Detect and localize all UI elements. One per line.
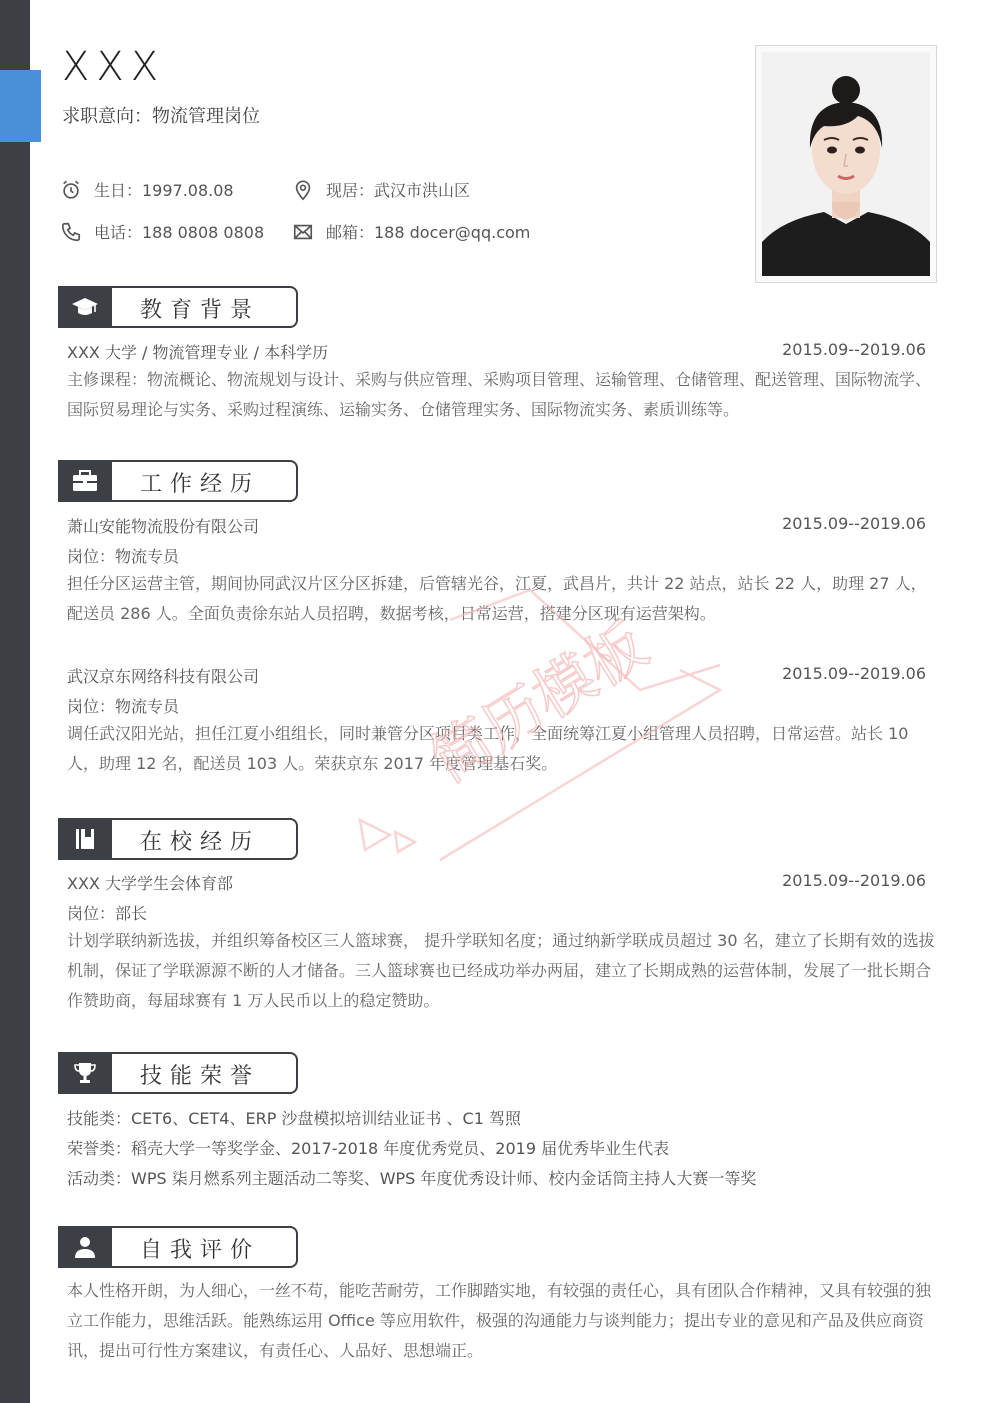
campus-description: 计划学联纳新选拔，并组织筹备校区三人篮球赛， 提升学联知名度；通过纳新学联成员超过 30 名，建立了长期有效的选拔机制，保证了学联源源不断的人才储备。三人篮球赛也已经成功举办两届，建立了长期成熟的运营体制，发展了一批长期合作赞助商，每届球赛有 1 万人民币以上的稳定赞助。 — [67, 931, 935, 1010]
section-title: 技能荣誉 — [140, 1064, 261, 1089]
graduation-cap-icon — [71, 295, 99, 319]
section-title: 自我评价 — [140, 1238, 261, 1263]
watermark-text: 简历模板 — [419, 609, 660, 797]
section-header-self — [58, 1226, 298, 1268]
skills-line: 技能类：CET6、CET4、ERP 沙盘模拟培训结业证书 、C1 驾照 — [67, 1109, 521, 1128]
envelope-icon — [292, 221, 314, 243]
activities-line: 活动类：WPS 柒月燃系列主题活动二等奖、WPS 年度优秀设计师、校内金话筒主持人大赛一等奖 — [67, 1169, 757, 1188]
phone-text: 电话：188 0808 0808 — [94, 223, 265, 242]
email-text: 邮箱：188 docer@qq.com — [326, 223, 531, 242]
job-date: 2015.09--2019.06 — [782, 514, 926, 533]
info-location — [292, 178, 470, 201]
campus-date: 2015.09--2019.06 — [782, 871, 926, 890]
job-company: 武汉京东网络科技有限公司 — [67, 667, 260, 686]
location-pin-icon — [292, 179, 314, 201]
user-icon — [74, 1235, 96, 1259]
job-position: 岗位：物流专员 — [67, 547, 180, 566]
section-title: 教育背景 — [140, 298, 261, 323]
job-description: 担任分区运营主管，期间协同武汉片区分区拆建，后管辖光谷，江夏，武昌片，共计 22 站点，站长 22 人，助理 27 人，配送员 286 人。全面负责徐东站人员招聘，数据考核，日常运营，搭建分区现有运营架构。 — [67, 574, 927, 623]
education-school-line: XXX 大学 / 物流管理专业 / 本科学历 — [67, 343, 329, 362]
sidebar-accent-block — [0, 70, 41, 142]
education-courses: 主修课程：物流概论、物流规划与设计、采购与供应管理、采购项目管理、运输管理、仓储管理、配送管理、国际物流学、国际贸易理论与实务、采购过程演练、运输实务、仓储管理实务、国际物流实务、素质训练等。 — [67, 370, 932, 419]
phone-icon — [60, 221, 82, 243]
book-icon — [74, 827, 96, 851]
campus-position: 岗位：部长 — [67, 904, 148, 923]
job-description: 调任武汉阳光站，担任江夏小组组长，同时兼管分区项目类工作，全面统筹江夏小组管理人员招聘，日常运营。站长 10 人，助理 12 名，配送员 103 人。荣获京东 2017 年度管理基石奖。 — [67, 724, 909, 773]
job-intent: 求职意向：物流管理岗位 — [62, 106, 260, 127]
education-date: 2015.09--2019.06 — [782, 340, 926, 359]
section-header-skills — [58, 1052, 298, 1094]
info-email — [292, 220, 530, 243]
section-header-campus — [58, 818, 298, 860]
profile-photo-frame — [755, 45, 937, 283]
birthday-text: 生日：1997.08.08 — [94, 181, 234, 200]
section-header-education — [58, 286, 298, 328]
job-company: 萧山安能物流股份有限公司 — [67, 517, 260, 536]
job-date: 2015.09--2019.06 — [782, 664, 926, 683]
alarm-clock-icon — [60, 179, 82, 201]
section-header-work — [58, 460, 298, 502]
campus-org: XXX 大学学生会体育部 — [67, 874, 233, 893]
info-birthday — [60, 178, 234, 201]
section-title: 工作经历 — [140, 472, 261, 497]
left-sidebar-strip — [0, 0, 30, 1403]
briefcase-icon — [72, 470, 98, 492]
section-title: 在校经历 — [140, 830, 261, 855]
candidate-name: XXX — [62, 44, 166, 90]
location-text: 现居：武汉市洪山区 — [326, 181, 471, 200]
trophy-icon — [73, 1061, 97, 1085]
info-phone — [60, 220, 264, 243]
self-evaluation: 本人性格开朗，为人细心，一丝不苟，能吃苦耐劳，工作脚踏实地，有较强的责任心，具有团队合作精神，又具有较强的独立工作能力，思维活跃。能熟练运用 Office 等应用软件，极强的沟通能力与谈判能力；提出专业的意见和产品及供应商资讯，提出可行性方案建议，有责任心、人品好、思想端正。 — [67, 1281, 932, 1360]
profile-photo — [762, 52, 930, 276]
job-position: 岗位：物流专员 — [67, 697, 180, 716]
honors-line: 荣誉类：稻壳大学一等奖学金、2017-2018 年度优秀党员、2019 届优秀毕业生代表 — [67, 1139, 670, 1158]
